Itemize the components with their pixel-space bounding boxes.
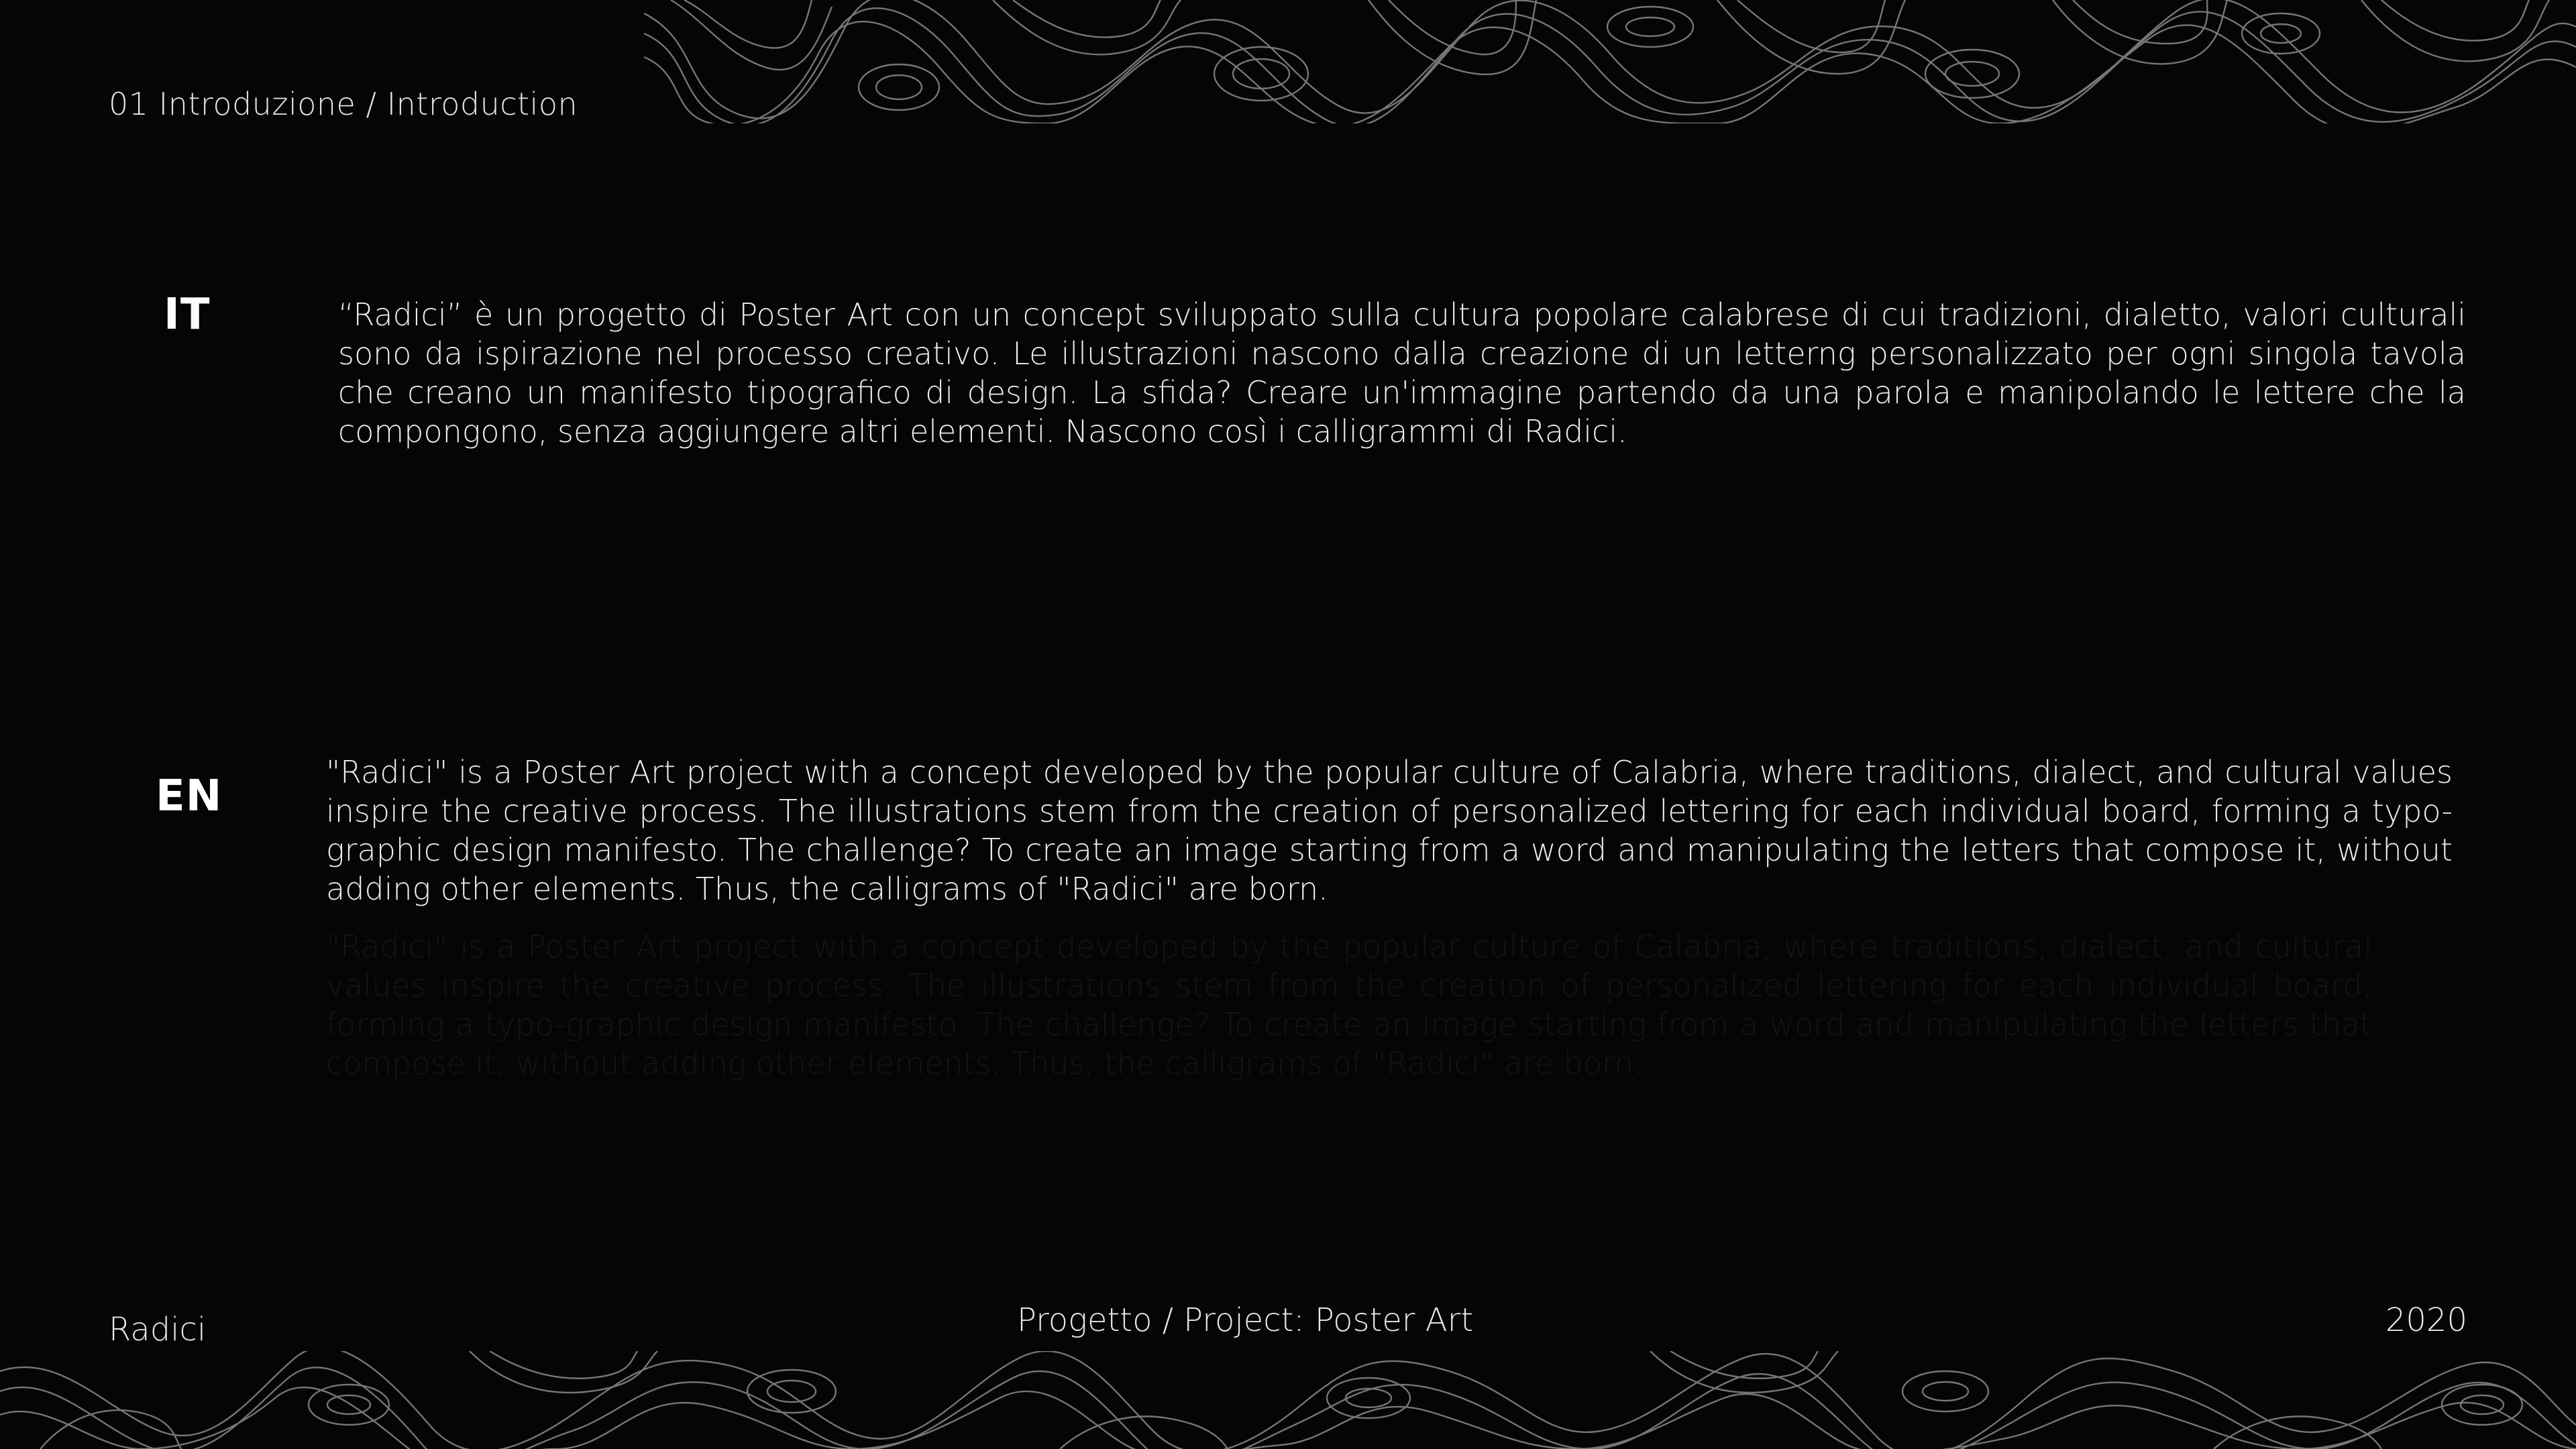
lang-label-en: EN: [156, 771, 223, 821]
paragraph-english: "Radici" is a Poster Art project with a concept developed by the popular culture of Calabria, where traditions, dialect, and cultural values inspire the creative process. The illustrations stem from the creation of personalized lettering for each individual board, forming a typo-graphic design manifesto. The challenge? To create an image starting from a word and manipulating the letters that compose it, without adding other elements. Thus, the calligrams of "Radici" are born.: [326, 754, 2453, 907]
footer-project-type: Progetto / Project: Poster Art: [1017, 1301, 1474, 1339]
faded-text-block: "Radici" is a Poster Art project with a concept developed by the popular culture of Calabria, where traditions, dialect, and cultural values inspire the creative process. The illustrations stem from the creation of personalized lettering for each individual board, forming a typo-graphic design manifesto. The challenge? To create an image starting from a word and manipulating the letters that compose it, without adding other elements. Thus, the calligrams of "Radici" are born.: [326, 928, 2372, 1081]
lang-label-it: IT: [164, 290, 211, 339]
topographic-pattern-bottom: [0, 1351, 2576, 1449]
footer-year: 2020: [2385, 1301, 2467, 1339]
footer-project-name: Radici: [109, 1311, 207, 1348]
topographic-pattern-top: [644, 0, 2576, 123]
paragraph-italian: “Radici” è un progetto di Poster Art con un concept sviluppato sulla cultura popolare calabrese di cui tradizioni, dialetto, valori culturali sono da ispirazione nel processo creativo. Le illustrazioni nascono dalla creazione di un letterng personalizzato per ogni singola tavola che creano un manifesto tipografico di design. La sfida? Creare un'immagine partendo da una parola e manipolando le lettere che la compongono, senza aggiungere altri elementi. Nascono così i calligrammi di Radici.: [338, 297, 2466, 449]
section-header: 01 Introduzione / Introduction: [109, 86, 578, 122]
